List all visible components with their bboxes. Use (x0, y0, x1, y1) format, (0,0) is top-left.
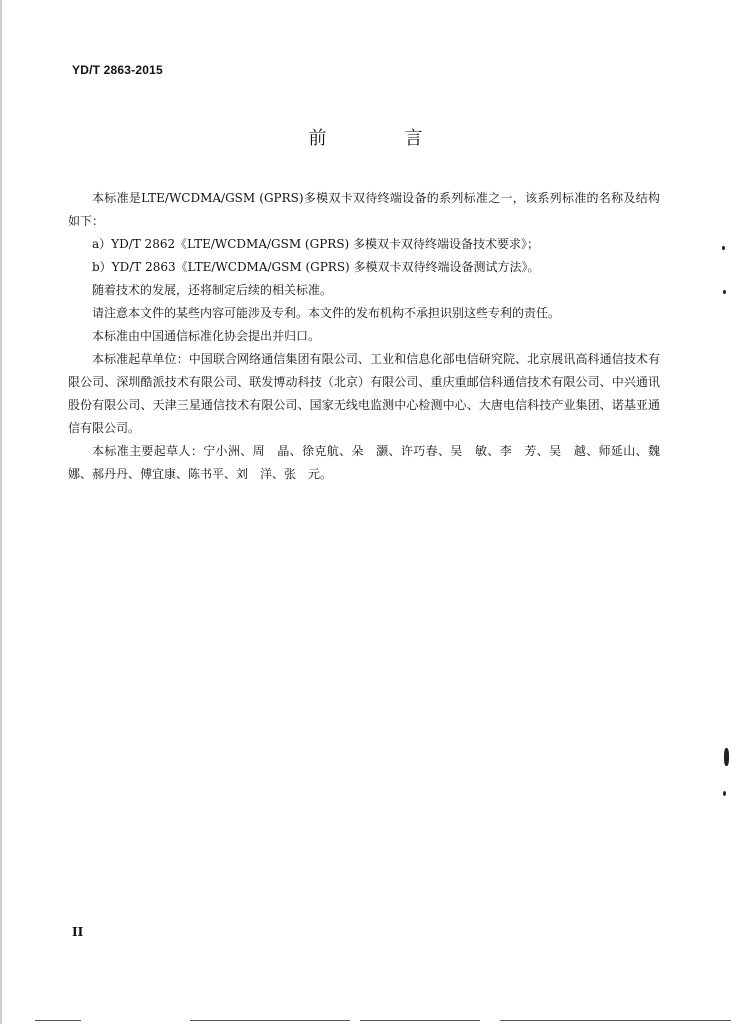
scan-speck (723, 290, 726, 294)
rule-segment (360, 1020, 480, 1021)
drafters-paragraph: 本标准主要起草人：宁小洲、周 晶、徐克航、朵 灏、许巧春、吴 敏、李 芳、吴 越、师延山、魏 娜、郝丹丹、傅宜康、陈书平、刘 洋、张 元。 (68, 444, 673, 481)
list-item-a: a）YD/T 2862《LTE/WCDMA/GSM (GPRS) 多模双卡双待终端设备技术要求》； (92, 237, 540, 251)
list-item-b: b）YD/T 2863《LTE/WCDMA/GSM (GPRS) 多模双卡双待终端设备测试方法》。 (92, 260, 540, 274)
scan-edge (0, 0, 2, 1024)
bottom-rule (0, 1017, 731, 1024)
future-standards-paragraph: 随着技术的发展，还将制定后续的相关标准。 (92, 283, 333, 297)
binding-hole-mark (724, 748, 729, 766)
scan-speck (723, 791, 726, 796)
rule-segment (500, 1020, 731, 1021)
rule-segment (190, 1020, 350, 1021)
scan-speck (722, 246, 725, 250)
rule-segment (35, 1020, 81, 1021)
drafting-units-paragraph: 本标准起草单位：中国联合网络通信集团有限公司、工业和信息化部电信研究院、北京展讯高科通信技术有限公司、深圳酷派技术有限公司、联发博动科技（北京）有限公司、重庆重邮信科通信技术有限公司、中兴通讯股份有限公司、天津三星通信技术有限公司、国家无线电监测中心检测中心、大唐电信科技产业集团、诺基亚通信有限公司。 (68, 352, 660, 435)
proposer-paragraph: 本标准由中国通信标准化协会提出并归口。 (92, 329, 321, 343)
page-number: II (72, 925, 84, 939)
patent-notice-paragraph: 请注意本文件的某些内容可能涉及专利。本文件的发布机构不承担识别这些专利的责任。 (92, 306, 561, 320)
page-title: 前 言 (308, 128, 453, 149)
foreword-body (68, 187, 673, 486)
standard-code: YD/T 2863-2015 (72, 63, 163, 77)
intro-paragraph: 本标准是LTE/WCDMA/GSM (GPRS)多模双卡双待终端设备的系列标准之一，该系列标准的名称及结构如下： (68, 191, 660, 228)
